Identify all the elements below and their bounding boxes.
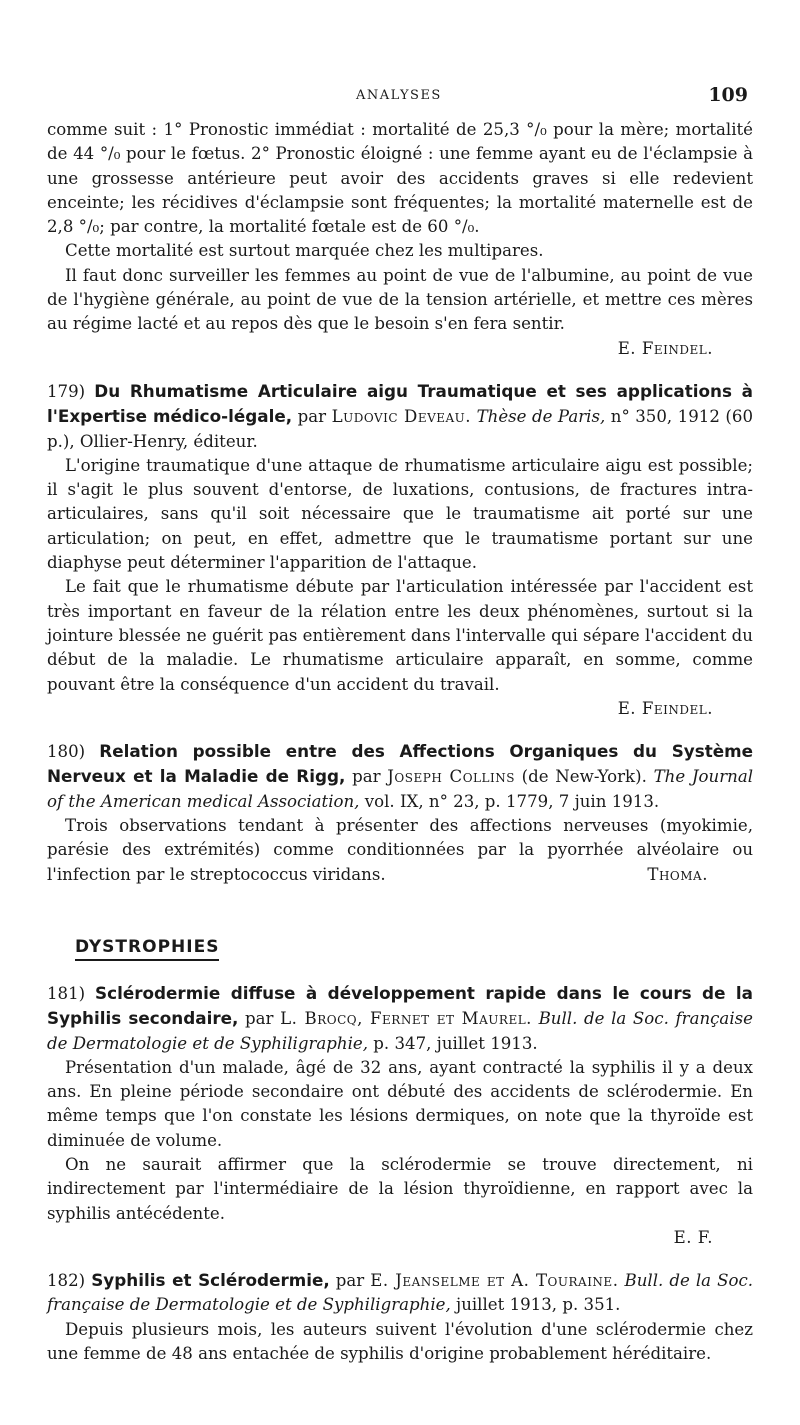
paragraph-text: Trois observations tendant à présenter des affections nerveuses (myokimie, parésie des extrémités) comme conditionnées par la pyorrhée alvéolaire ou l'infection par le streptococcus viridans.	[47, 816, 753, 884]
article-author: Ludovic Deveau.	[331, 407, 472, 427]
article-source: Thèse de Paris,	[476, 407, 606, 427]
article-heading	[47, 981, 753, 1056]
article-source: Bull. de la Soc. française de Dermatologie et de Syphiligraphie,	[47, 1271, 754, 1315]
by-word: par	[335, 1271, 365, 1291]
paragraph: Le fait que le rhumatisme débute par l'articulation intéressée par l'accident est très important en faveur de la rélation entre les deux phénomènes, surtout si la jointure blessée ne guérit pas entièrement dans l'intervalle qui sépare l'accident du début de la maladie. Le rhumatisme articulaire apparaît, en somme, comme pouvant être la conséquence d'un accident du travail.	[47, 577, 753, 694]
by-word: par	[352, 767, 381, 787]
author-signature: Thoma.	[647, 864, 708, 884]
article-title: Sclérodermie diffuse à développement rapide dans le cours de la Syphilis secondaire,	[47, 982, 753, 1029]
article-number: 180)	[47, 742, 86, 762]
article-title: Syphilis et Sclérodermie,	[91, 1270, 330, 1291]
article-author: L. Brocq, Fernet et Maurel.	[280, 1009, 532, 1029]
article-title: Du Rhumatisme Articulaire aigu Traumatique et ses applications à l'Expertise médico-légale,	[47, 380, 753, 427]
article-source-details: n° 350, 1912 (60 p.), Ollier-Henry, éditeur.	[47, 407, 753, 451]
page-body	[47, 118, 753, 1366]
paragraph: L'origine traumatique d'une attaque de rhumatisme articulaire aigu est possible; il s'agit le plus souvent d'entorse, de luxations, contusions, de fractures intra-articulaires, sans qu'il soit nécessaire que le traumatisme ait porté sur une articulation; on peut, en effet, admettre que le traumatisme portant sur une diaphyse peut déterminer l'apparition de l'attaque.	[47, 455, 753, 573]
article-number: 179)	[47, 381, 86, 401]
article-number: 181)	[47, 983, 86, 1003]
author-signature: E. F.	[673, 1227, 713, 1247]
article-source-details: juillet 1913, p. 351.	[456, 1295, 621, 1315]
by-word: par	[245, 1009, 274, 1029]
running-title: ANALYSES	[356, 88, 442, 103]
article-source-details: p. 347, juillet 1913.	[373, 1033, 538, 1053]
section-heading: DYSTROPHIES	[75, 937, 219, 961]
article-title: Relation possible entre des Affections Organiques du Système Nerveux et la Maladie de Rigg,	[47, 741, 753, 787]
running-head	[0, 84, 800, 108]
article-source: The Journal of the American medical Association,	[47, 767, 754, 811]
paragraph: Cette mortalité est surtout marquée chez les multipares.	[65, 241, 544, 261]
author-signature: E. Feindel.	[617, 338, 713, 358]
article-source: Bull. de la Soc. française de Dermatologie et de Syphiligraphie,	[47, 1009, 753, 1053]
paragraph: comme suit : 1° Pronostic immédiat : mortalité de 25,3 °/₀ pour la mère; mortalité de 44 °/₀ pour le fœtus. 2° Pronostic éloigné : une femme ayant eu de l'éclampsie à une grossesse antérieure peut avoir des accidents graves si elle redevient enceinte; les récidives d'éclampsie sont fréquentes; la mortalité maternelle est de 2,8 °/₀; par contre, la mortalité fœtale est de 60 °/₀.	[47, 120, 753, 237]
article-author: E. Jeanselme et A. Touraine.	[370, 1271, 619, 1291]
author-signature: E. Feindel.	[617, 698, 713, 718]
article-heading	[47, 1268, 753, 1318]
paragraph	[47, 814, 753, 887]
paragraph: Il faut donc surveiller les femmes au point de vue de l'albumine, au point de vue de l'hygiène générale, au point de vue de la tension artérielle, et mettre ces mères au régime lacté et au repos dès que le besoin s'en fera sentir.	[47, 265, 753, 334]
article-author: Joseph Collins	[387, 767, 515, 787]
article-heading	[47, 379, 753, 454]
article-heading	[47, 739, 753, 814]
paragraph: Depuis plusieurs mois, les auteurs suivent l'évolution d'une sclérodermie chez une femme de 48 ans entachée de syphilis d'origine probablement héréditaire.	[47, 1319, 753, 1364]
paragraph: Présentation d'un malade, âgé de 32 ans, ayant contracté la syphilis il y a deux ans. En pleine période secondaire ont débuté des accidents de sclérodermie. En même temps que l'on constate les lésions dermiques, on note que la thyroïde est diminuée de volume.	[47, 1057, 753, 1150]
paragraph: On ne saurait affirmer que la sclérodermie se trouve directement, ni indirectement par l'intermédiaire de la lésion thyroïdienne, en rapport avec la syphilis antécédente.	[47, 1154, 753, 1223]
by-word: par	[297, 407, 327, 427]
section-heading-row	[47, 937, 753, 961]
article-number: 182)	[47, 1271, 86, 1291]
page-number: 109	[708, 84, 748, 106]
article-origin: (de New-York).	[521, 767, 647, 787]
article-source-details: vol. IX, n° 23, p. 1779, 7 juin 1913.	[364, 791, 660, 811]
